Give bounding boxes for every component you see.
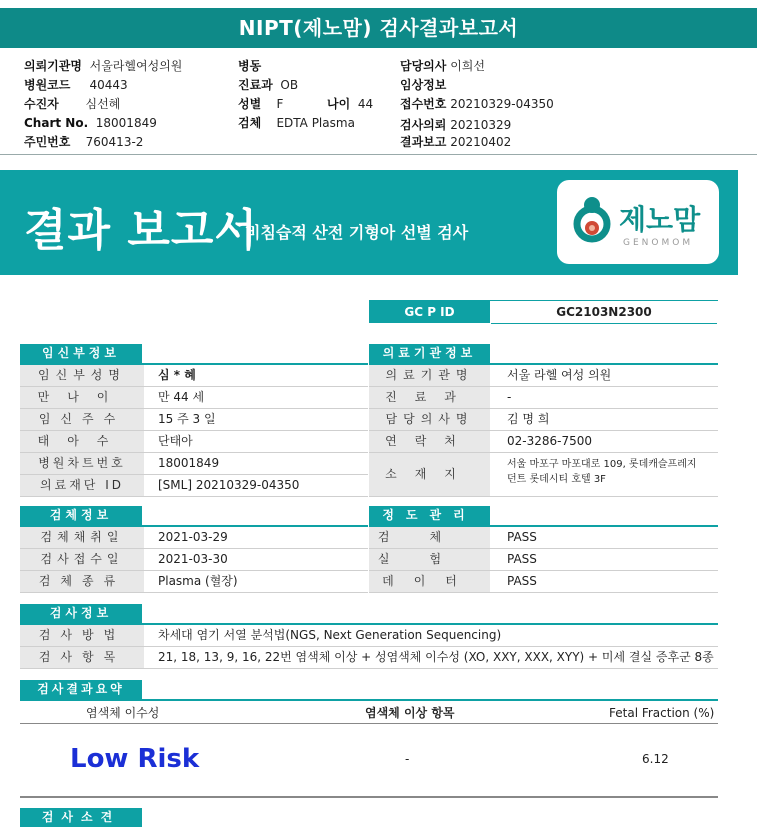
specimen-row: 검사접수일 2021-03-30 — [20, 549, 368, 571]
institution-row: 연락처 02-3286-7500 — [369, 431, 718, 453]
pregnant-row: 임신주수 15 주 3 일 — [20, 409, 368, 431]
section-institution-title: 의료기관정보 — [369, 344, 490, 363]
header-field: 결과보고 20210402 — [400, 135, 512, 149]
logo-subtext: GENOMOM — [623, 238, 694, 248]
institution-row: 의료기관명 서울 라헬 여성 의원 — [369, 365, 718, 387]
pregnant-row: 의료재단 ID [SML] 20210329-04350 — [20, 475, 368, 497]
section-summary-title: 검사결과요약 — [20, 680, 142, 699]
pregnant-row: 병원차트번호 18001849 — [20, 453, 368, 475]
summary-bottom-line — [20, 796, 718, 798]
qc-row: 검체 PASS — [369, 527, 718, 549]
header-field: 주민번호 760413-2 — [24, 135, 144, 149]
header-field: 의뢰기관명 서울라헬여성의원 — [24, 59, 183, 73]
result-banner — [0, 170, 738, 275]
header-field: Chart No. 18001849 — [24, 116, 157, 130]
section-pregnant-title: 임신부정보 — [20, 344, 142, 363]
header-divider — [0, 154, 757, 155]
banner-title: 결과 보고서 — [24, 205, 258, 256]
section-qc-title: 정도관리 — [369, 506, 490, 525]
qc-row: 데이터 PASS — [369, 571, 718, 593]
report-title: NIPT(제노맘) 검사결과보고서 — [0, 8, 757, 48]
header-field: 진료과 OB — [238, 78, 299, 92]
summary-header-line — [20, 723, 718, 724]
gcp-top-line — [369, 300, 718, 301]
header-field: 담당의사 이희선 — [400, 59, 485, 73]
risk-result: Low Risk — [70, 744, 200, 774]
genomom-logo — [557, 180, 719, 264]
header-field: 검체 EDTA Plasma — [238, 116, 355, 130]
header-field: 접수번호 20210329-04350 — [400, 97, 554, 111]
header-field: 수진자 심선혜 — [24, 97, 121, 111]
summary-header: 염색체 이상 항목 — [365, 706, 455, 720]
header-field: 나이 44 — [327, 97, 374, 111]
header-field: 검사의뢰 20210329 — [400, 118, 512, 132]
header-field: 병원코드 40443 — [24, 78, 128, 92]
institution-row: 진료과 - — [369, 387, 718, 409]
gcp-id-value: GC2103N2300 — [491, 301, 717, 324]
address-line: 던트 롯데시티 호텔 3F — [507, 474, 606, 485]
pregnant-row: 만나이 만 44 세 — [20, 387, 368, 409]
section-test-title: 검사정보 — [20, 604, 142, 623]
test-row: 검사방법 차세대 염기 서열 분석법(NGS, Next Generation Sequencing) — [20, 625, 718, 647]
test-row: 검사항목 21, 18, 13, 9, 16, 22번 염색체 이상 + 성염색체 이수성 (XO, XXY, XXX, XYY) + 미세 결실 증후군 8종 — [20, 647, 718, 669]
header-field: 병동 — [238, 59, 262, 73]
gcp-id-label: GC P ID — [369, 301, 490, 323]
header-field: 임상정보 — [400, 78, 447, 92]
summary-header: Fetal Fraction (%) — [609, 706, 715, 720]
address-line: 서울 마포구 마포대로 109, 롯데캐슬프레지 — [507, 459, 697, 470]
institution-address-row: 소재지 서울 마포구 마포대로 109, 롯데캐슬프레지 던트 롯데시티 호텔 3F — [369, 453, 718, 497]
section-line — [20, 699, 718, 701]
abnormal-value: - — [405, 752, 410, 766]
header-field: 성별 F — [238, 97, 284, 111]
section-opinion-title: 검사소견 — [20, 808, 142, 827]
summary-header: 염색체 이수성 — [86, 706, 160, 720]
specimen-row: 검체채취일 2021-03-29 — [20, 527, 368, 549]
specimen-row: 검체종류 Plasma (혈장) — [20, 571, 368, 593]
banner-subtitle: 비침습적 산전 기형아 선별 검사 — [245, 223, 469, 242]
institution-row: 담당의사명 김 명 희 — [369, 409, 718, 431]
qc-row: 실험 PASS — [369, 549, 718, 571]
fetal-fraction-value: 6.12 — [642, 752, 669, 766]
logo-text: 제노맘 — [619, 203, 701, 236]
pregnant-row: 태아수 단태아 — [20, 431, 368, 453]
section-specimen-title: 검체정보 — [20, 506, 142, 525]
pregnant-row: 임신부성명 심 * 혜 — [20, 365, 368, 387]
genomom-mother-icon — [567, 194, 617, 250]
